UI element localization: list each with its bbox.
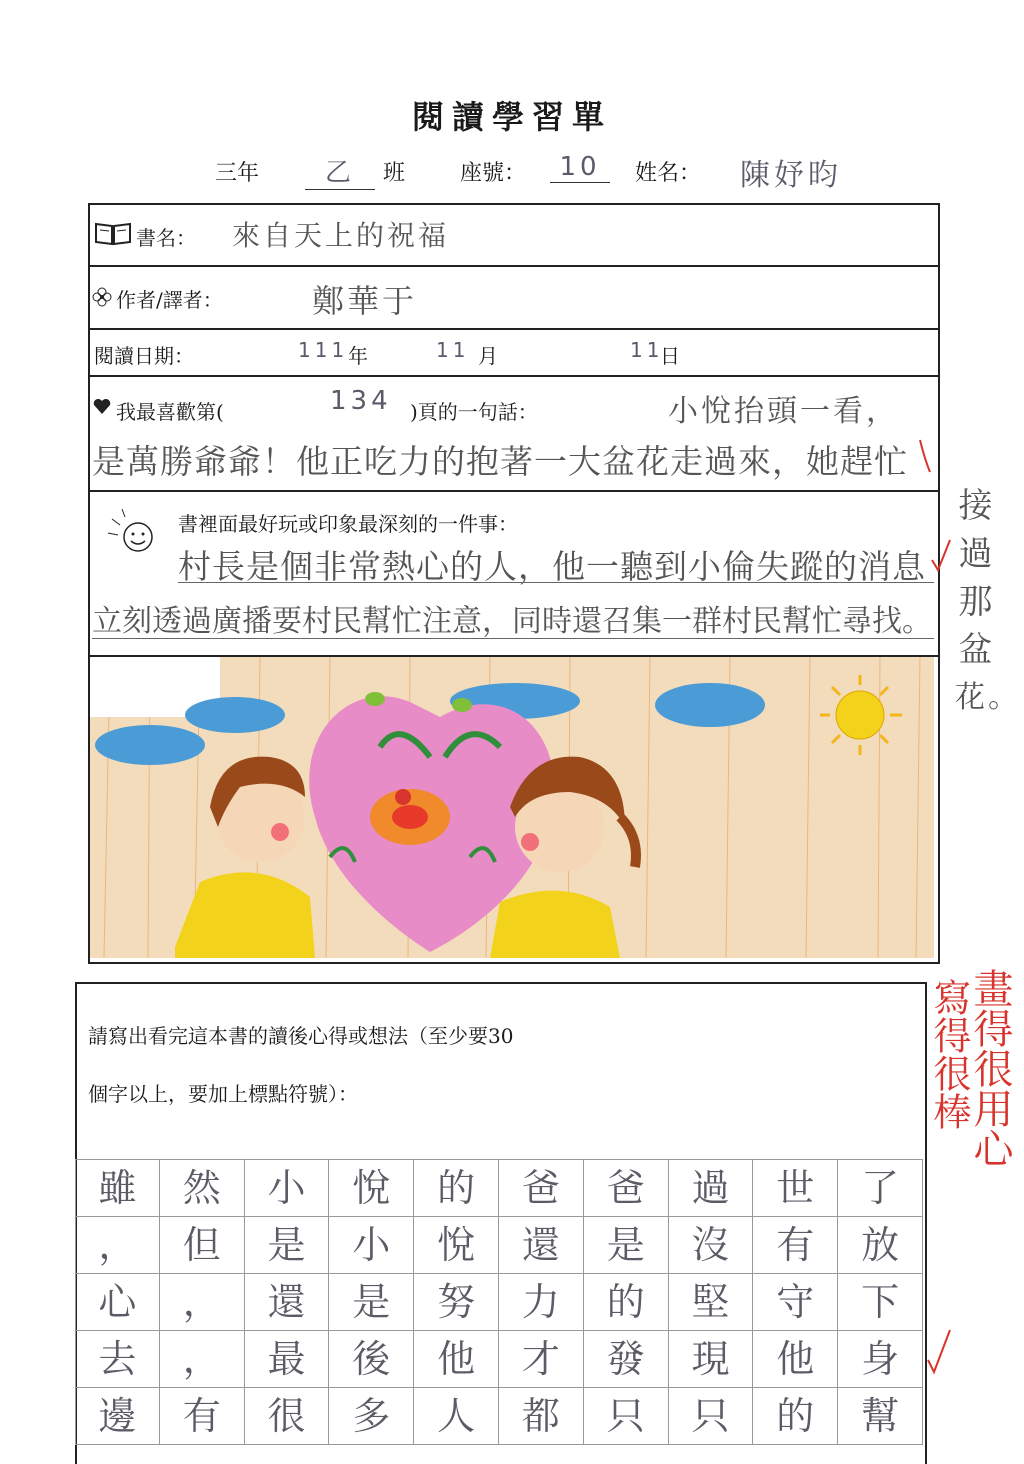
class-value[interactable]: 乙 (305, 152, 375, 190)
grid-cell[interactable]: 現 (669, 1331, 754, 1388)
reading-date-label: 閱讀日期： (94, 344, 194, 368)
teacher-check-marks (870, 430, 960, 1430)
grid-cell[interactable]: 幫 (838, 1388, 923, 1445)
grid-cell[interactable]: 但 (160, 1217, 245, 1274)
favorite-sentence-page[interactable]: 134 (330, 386, 392, 416)
grid-cell[interactable]: 爸 (584, 1160, 669, 1217)
page-title: 閱讀學習單 (411, 98, 612, 136)
grid-cell[interactable]: 是 (584, 1217, 669, 1274)
memorable-event-line-1[interactable]: 村長是個非常熱心的人，他一聽到小倫失蹤的消息 (178, 547, 926, 586)
grid-cell[interactable]: 了 (838, 1160, 923, 1217)
date-day-label: 日 (660, 344, 680, 368)
divider (88, 328, 940, 330)
grid-cell[interactable]: 然 (160, 1160, 245, 1217)
date-day-value[interactable]: 11 (630, 338, 664, 362)
grid-cell[interactable]: 下 (838, 1274, 923, 1331)
grid-cell[interactable]: 沒 (669, 1217, 754, 1274)
grid-cell[interactable]: 去 (75, 1331, 160, 1388)
favorite-sentence-label-prefix: 我最喜歡第( (116, 400, 224, 424)
grid-cell[interactable]: 過 (669, 1160, 754, 1217)
writing-line (178, 582, 934, 583)
book-name-value[interactable]: 來自天上的祝福 (232, 219, 450, 252)
grid-cell[interactable]: 小 (329, 1217, 414, 1274)
teacher-comment-col-1: 畫得很用心 (967, 968, 1013, 1168)
grid-cell[interactable]: 爸 (499, 1160, 584, 1217)
author-label: 作者/譯者： (116, 288, 223, 312)
grid-cell[interactable]: 悅 (329, 1160, 414, 1217)
student-info-row (215, 150, 915, 193)
date-month-label: 月 (478, 344, 498, 368)
crayon-drawing (90, 657, 934, 958)
grid-cell[interactable]: 雖 (75, 1160, 160, 1217)
grid-cell[interactable]: 都 (499, 1388, 584, 1445)
grid-cell[interactable]: 小 (245, 1160, 330, 1217)
grid-cell[interactable]: 有 (160, 1388, 245, 1445)
grid-cell[interactable]: 的 (753, 1388, 838, 1445)
writing-grid (75, 1159, 923, 1450)
seat-value[interactable]: 10 (550, 152, 610, 183)
favorite-sentence-line-2[interactable]: 是萬勝爺爺！他正吃力的抱著一大盆花走過來，她趕忙 (92, 442, 908, 481)
grid-cell[interactable]: 發 (584, 1331, 669, 1388)
grid-cell[interactable]: 邊 (75, 1388, 160, 1445)
book-icon (94, 220, 132, 246)
author-value[interactable]: 鄭華于 (312, 282, 418, 320)
grid-cell[interactable]: 的 (414, 1160, 499, 1217)
grid-cell[interactable]: 堅 (669, 1274, 754, 1331)
grid-cell[interactable]: 他 (753, 1331, 838, 1388)
name-value[interactable]: 陳妤昀 (740, 158, 842, 193)
divider (88, 490, 940, 492)
book-name-label: 書名： (136, 226, 196, 250)
flower-icon (92, 287, 112, 307)
grid-cell[interactable]: 有 (753, 1217, 838, 1274)
grid-cell[interactable]: 很 (245, 1388, 330, 1445)
grid-cell[interactable]: 放 (838, 1217, 923, 1274)
grid-cell[interactable]: 世 (753, 1160, 838, 1217)
date-year-value[interactable]: 111 (298, 338, 349, 362)
memorable-event-line-2[interactable]: 立刻透過廣播要村民幫忙注意，同時還召集一群村民幫忙尋找。 (92, 604, 932, 639)
grid-cell[interactable]: 是 (245, 1217, 330, 1274)
divider (88, 265, 940, 267)
grid-cell[interactable]: 守 (753, 1274, 838, 1331)
grid-cell[interactable]: ， (160, 1274, 245, 1331)
memorable-event-label: 書裡面最好玩或印象最深刻的一件事： (178, 512, 518, 536)
grid-cell[interactable]: 只 (669, 1388, 754, 1445)
grid-cell[interactable]: 最 (245, 1331, 330, 1388)
reflection-prompt-line-2: 個字以上，要加上標點符號）： (88, 1082, 358, 1106)
name-label: 姓名： (635, 161, 702, 186)
grid-cell[interactable]: 力 (499, 1274, 584, 1331)
grid-cell[interactable]: 還 (245, 1274, 330, 1331)
date-month-value[interactable]: 11 (436, 338, 470, 362)
grid-cell[interactable]: 努 (414, 1274, 499, 1331)
grid-cell[interactable]: 是 (329, 1274, 414, 1331)
heart-icon (92, 397, 112, 415)
grid-cell[interactable]: 悅 (414, 1217, 499, 1274)
grid-cell[interactable]: 多 (329, 1388, 414, 1445)
grid-cell[interactable]: 才 (499, 1331, 584, 1388)
class-label: 班 (383, 161, 406, 186)
grid-cell[interactable]: 的 (584, 1274, 669, 1331)
reflection-prompt-line-1: 請寫出看完這本書的讀後心得或想法（至少要30 (88, 1024, 514, 1048)
grid-cell[interactable]: 後 (329, 1331, 414, 1388)
grid-cell[interactable]: ， (160, 1331, 245, 1388)
grid-cell[interactable]: 心 (75, 1274, 160, 1331)
grid-cell[interactable]: 他 (414, 1331, 499, 1388)
grid-cell[interactable]: 人 (414, 1388, 499, 1445)
writing-line (92, 638, 934, 639)
smiley-icon (100, 505, 160, 557)
grid-cell[interactable]: 只 (584, 1388, 669, 1445)
grid-cell[interactable]: ， (75, 1217, 160, 1274)
divider (88, 375, 940, 377)
favorite-sentence-label-suffix: )頁的一句話： (410, 400, 538, 424)
seat-label: 座號： (460, 161, 527, 186)
grid-cell[interactable]: 身 (838, 1331, 923, 1388)
favorite-sentence-line-1[interactable]: 小悅抬頭一看， (668, 394, 899, 429)
grade-label: 三年 (215, 161, 260, 186)
date-year-label: 年 (348, 344, 368, 368)
teacher-comment-col-2: 寫得很棒 (927, 978, 971, 1130)
side-note-continuation: 接 過 那 盆 花。 (955, 486, 1021, 715)
grid-cell[interactable]: 還 (499, 1217, 584, 1274)
